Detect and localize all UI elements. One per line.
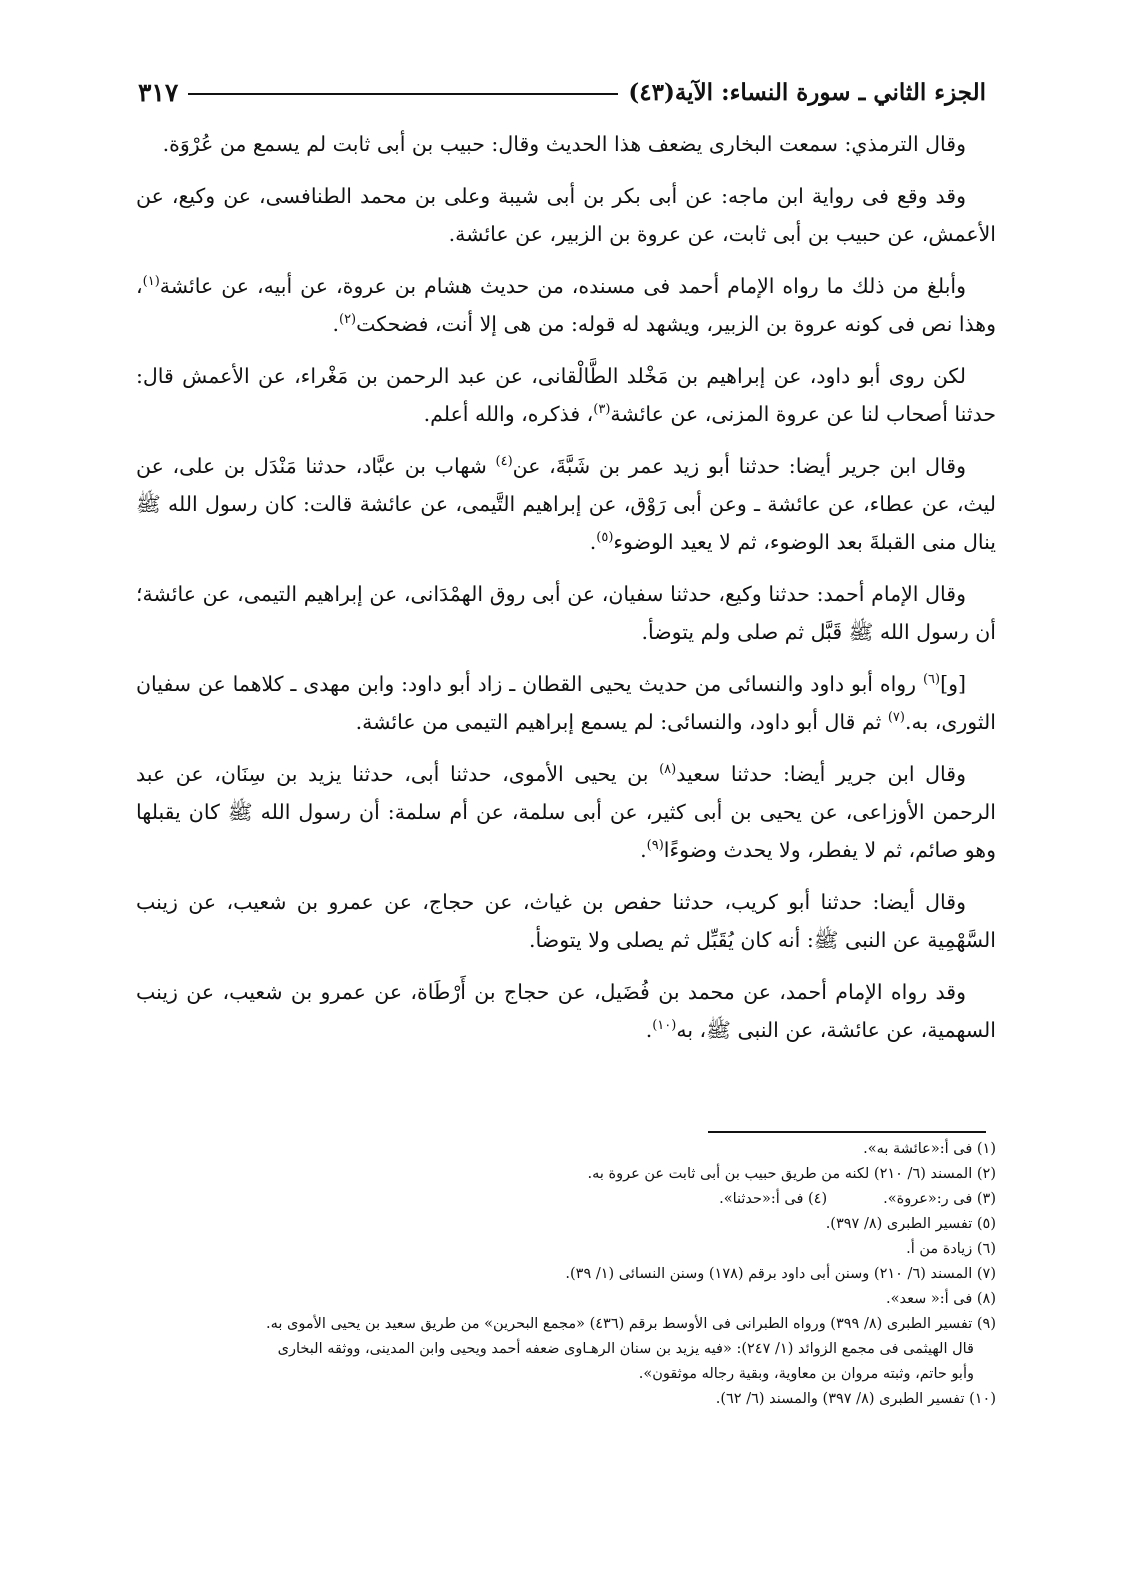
body-paragraph <box>136 665 996 741</box>
footnote-marker: (٤) <box>495 454 513 470</box>
footnote-6: (٦) زيادة من أ. <box>906 1241 996 1257</box>
body-paragraph <box>136 883 996 959</box>
paragraph-text: شهاب بن عبَّاد، حدثنا مَنْدَل بن على، عن ليث، عن عطاء، عن عائشة ـ وعن أبى رَوْق، عن إبراهيم التَّيمى، عن عائشة قالت: كان رسول الله ﷺ ينال منى القبلةَ بعد الوضوء، ثم لا يعيد الوضوء <box>136 454 996 554</box>
footnote-2: (٢) المسند (٦/ ٢١٠) لكنه من طريق حبيب بن أبى ثابت عن عروة به. <box>587 1166 996 1182</box>
paragraph-text: وقد وقع فى رواية ابن ماجه: عن أبى بكر بن أبى شيبة وعلى بن محمد الطنافسى، عن وكيع، عن الأعمش، عن حبيب بن أبى ثابت، عن عروة بن الزبير، عن عائشة. <box>136 184 996 246</box>
footnote-separator <box>708 1131 986 1133</box>
paragraph-text: . <box>589 530 597 554</box>
body-paragraph <box>136 125 996 163</box>
running-header <box>138 72 986 112</box>
footnote-marker: (١) <box>142 274 160 290</box>
body-paragraph <box>136 575 996 651</box>
paragraph-text: وقال الإمام أحمد: حدثنا وكيع، حدثنا سفيان، عن أبى روق الهمْدَانى، عن إبراهيم التيمى، عن عائشة؛ أن رسول الله ﷺ قَبَّل ثم صلى ولم يتوضأ. <box>136 582 996 644</box>
paragraph-text: وقد رواه الإمام أحمد، عن محمد بن فُضَيل، عن حجاج بن أَرْطَاة، عن عمرو بن شعيب، عن زينب السهمية، عن عائشة، عن النبى ﷺ، به <box>136 980 996 1042</box>
footnote-5: (٥) تفسير الطبرى (٨/ ٣٩٧). <box>825 1216 996 1232</box>
body-paragraph <box>136 267 996 343</box>
footnote-8: (٨) فى أ:« سعد». <box>886 1291 996 1307</box>
paragraph-text: ، فذكره، والله أعلم. <box>423 402 594 426</box>
footnote-marker: (٢) <box>338 312 357 328</box>
footnote-marker: (٣) <box>593 402 611 418</box>
paragraph-text: [و] <box>940 672 966 696</box>
footnote-3: (٣) فى ر:«عروة». <box>883 1191 996 1207</box>
paragraph-text: وأبلغ من ذلك ما رواه الإمام أحمد فى مسنده، من حديث هشام بن عروة، عن أبيه، عن عائشة <box>159 274 966 298</box>
paragraph-text: . <box>645 1018 653 1042</box>
header-rule <box>188 93 618 95</box>
body-paragraph <box>136 447 996 561</box>
paragraph-text: ثم قال أبو داود، والنسائى: لم يسمع إبراهيم التيمى من عائشة. <box>355 710 888 734</box>
footnote-marker: (٧) <box>887 710 905 726</box>
header-title: الجزء الثاني ـ سورة النساء: الآية(٤٣) <box>628 78 986 106</box>
footnote-7: (٧) المسند (٦/ ٢١٠) وسنن أبى داود برقم (١٧٨) وسنن النسائى (١/ ٣٩). <box>565 1266 996 1282</box>
paragraph-text: بن يحيى الأموى، حدثنا أبى، حدثنا يزيد بن سِنَان، عن عبد الرحمن الأوزاعى، عن يحيى بن أبى كثير، عن أبى سلمة، عن أم سلمة: أن رسول الله ﷺ كان يقبلها وهو صائم، ثم لا يفطر، ولا يحدث وضوءًا <box>136 762 996 862</box>
footnote-1: (١) فى أ:«عائشة به». <box>863 1141 996 1157</box>
footnote-10: (١٠) تفسير الطبرى (٨/ ٣٩٧) والمسند (٦/ ٦٢). <box>715 1391 996 1407</box>
paragraph-text: وقال الترمذي: سمعت البخارى يضعف هذا الحديث وقال: حبيب بن أبى ثابت لم يسمع من عُرْوَة. <box>162 132 966 156</box>
footnotes <box>136 1137 996 1412</box>
paragraph-text: . <box>332 312 339 336</box>
footnote-marker: (١٠) <box>652 1018 677 1034</box>
footnote-9-continuation-2: وأبو حاتم، وثبته مروان بن معاوية، وبقية رجاله موثقون». <box>638 1366 974 1382</box>
footnote-marker: (٥) <box>596 530 614 546</box>
footnote-9-continuation: قال الهيثمى فى مجمع الزوائد (١/ ٢٤٧): «فيه يزيد بن سنان الرهـاوى ضعفه أحمد ويحيى وابن المدينى، ووثقه البخارى <box>277 1341 974 1357</box>
page-number: ٣١٧ <box>138 77 179 107</box>
paragraph-text: . <box>640 838 647 862</box>
paragraph-text: ، وهذا نص فى كونه عروة بن الزبير، ويشهد له قوله: من هى إلا أنت، فضحكت <box>136 274 996 336</box>
body-text <box>136 125 996 1063</box>
body-paragraph <box>136 755 996 869</box>
body-paragraph <box>136 357 996 433</box>
footnote-marker: (٩) <box>646 838 664 854</box>
footnote-row-3-4 <box>136 1187 996 1212</box>
paragraph-text: رواه أبو داود والنسائى من حديث يحيى القطان ـ زاد أبو داود: وابن مهدى ـ كلاهما عن سفيان الثورى، به. <box>136 672 996 734</box>
paragraph-text: وقال ابن جرير أيضا: حدثنا سعيد <box>676 762 966 786</box>
footnote-4: (٤) فى أ:«حدثنا». <box>719 1191 828 1207</box>
paragraph-text: وقال أيضا: حدثنا أبو كريب، حدثنا حفص بن غياث، عن حجاج، عن عمرو بن شعيب، عن زينب السَّهْمِية عن النبى ﷺ: أنه كان يُقَبِّل ثم يصلى ولا يتوضأ. <box>136 890 996 952</box>
footnote-marker: (٦) <box>922 672 941 688</box>
paragraph-text: وقال ابن جرير أيضا: حدثنا أبو زيد عمر بن شَبَّةَ، عن <box>512 454 966 478</box>
body-paragraph <box>136 177 996 253</box>
paragraph-text: لكن روى أبو داود، عن إبراهيم بن مَخْلد الطَّالْقانى، عن عبد الرحمن بن مَغْراء، عن الأعمش قال: حدثنا أصحاب لنا عن عروة المزنى، عن عائشة <box>136 364 996 426</box>
footnote-9: (٩) تفسير الطبرى (٨/ ٣٩٩) ورواه الطبرانى فى الأوسط برقم (٤٣٦) «مجمع البحرين» من طريق سعيد بن يحيى الأموى به. <box>266 1316 996 1332</box>
body-paragraph <box>136 973 996 1049</box>
footnote-marker: (٨) <box>659 762 677 778</box>
